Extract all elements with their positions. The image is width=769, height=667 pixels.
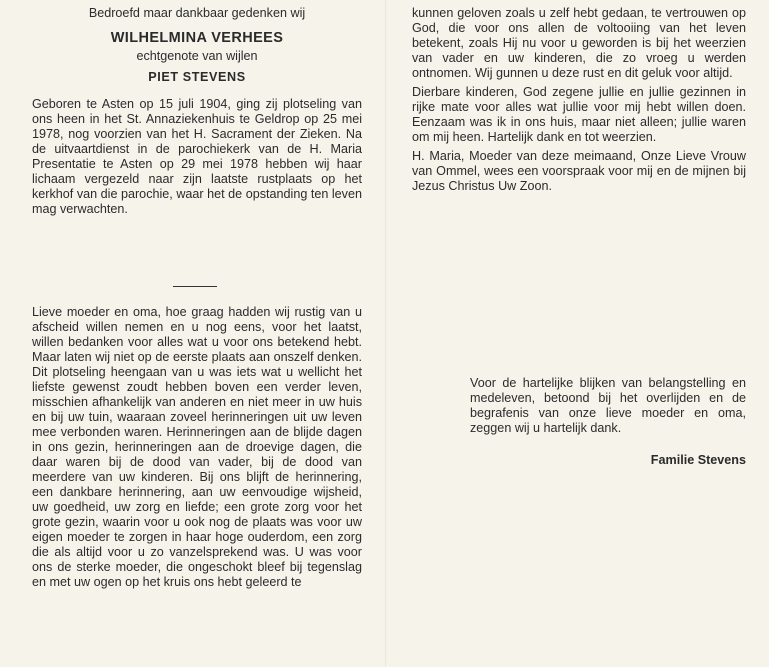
tribute-paragraph: Lieve moeder en oma, hoe graag hadden wij rustig van u afscheid willen nemen en u nog eens, voor het laatst, willen bedanken voor alles wat u voor ons betekend hebt. Maar laten wij niet op de eerste plaats aan onszelf denken. Dit plotseling heengaan van u was iets wat u wellicht het liefste gewenst zoudt hebben boven een verder leven, misschien afhankelijk van anderen en niet meer in uw huis en bij uw tuin, waaraan zoveel herinneringen uit uw leven mee verbonden waren. Herinneringen aan de blijde dagen in ons gezin, herinneringen aan de droevige dagen, die daar waren bij de dood van vader, bij de dood van meerdere van uw kinderen. Bij ons blijft de herinnering, een dankbare herinnering, aan uw eenvoudige wijsheid, uw goedheid, uw zorg en liefde; een grote zorg voor het grote gezin, waarin voor u ook nog de plaats was voor uw eigen moeder te zorgen in haar hoge ouderdom, een zorg die als altijd voor u zo vanzelsprekend was. U was voor ons de sterke moeder, die ongeschokt bleef bij tegenslag en met uw ogen op het kruis ons hebt geleerd te	[32, 305, 362, 589]
family-signature: Familie Stevens	[650, 453, 746, 467]
card-fold-line	[385, 0, 386, 667]
prayer-paragraph: H. Maria, Moeder van deze meimaand, Onze Lieve Vrouw van Ommel, wees een voorspraak voor mij en de mijnen bij Jezus Christus Uw Zoon.	[412, 149, 746, 193]
right-top-section	[412, 6, 746, 198]
spouse-name: PIET STEVENS	[148, 70, 246, 84]
biography-paragraph: Geboren te Asten op 15 juli 1904, ging zij plotseling van ons heen in het St. Annaziekenhuis te Geldrop op 25 mei 1978, nog voorzien van het H. Sacrament der Zieken. Na de uitvaartdienst in de parochiekerk van de H. Maria Presentatie te Asten op 29 mei 1978 hebben wij haar lichaam vergezeld naar zijn laatste rustplaats op het kerkhof van die parochie, waar het de opstanding ten leven mag verwachten.	[32, 97, 362, 216]
relation-line: echtgenote van wijlen	[136, 49, 258, 63]
thanks-section	[470, 376, 746, 468]
deceased-name: WILHELMINA VERHEES	[110, 30, 284, 46]
separator-rule	[173, 286, 217, 287]
tribute-continuation-paragraph: kunnen geloven zoals u zelf hebt gedaan, te vertrouwen op God, die voor ons allen de voltooiing van het leven betekent, zoals Hij nu voor u geworden is bij het weerzien van vader en uw kinderen, die zo vroeg u werden ontnomen. Wij gunnen u deze rust en dit geluk voor altijd.	[412, 6, 746, 80]
children-paragraph: Dierbare kinderen, God zegene jullie en jullie gezinnen in rijke mate voor alles wat jullie voor mij hebt willen doen. Eenzaam was ik in ons huis, maar niet alleen; jullie waren om mij heen. Hartelijk dank en tot weerzien.	[412, 85, 746, 144]
thanks-paragraph: Voor de hartelijke blijken van belangstelling en medeleven, betoond bij het overlijden en de begrafenis van onze lieve moeder en oma, zeggen wij u hartelijk dank.	[470, 376, 746, 435]
left-top-section	[32, 6, 362, 217]
left-bottom-section	[32, 305, 362, 590]
header-line: Bedroefd maar dankbaar gedenken wij	[88, 6, 306, 20]
